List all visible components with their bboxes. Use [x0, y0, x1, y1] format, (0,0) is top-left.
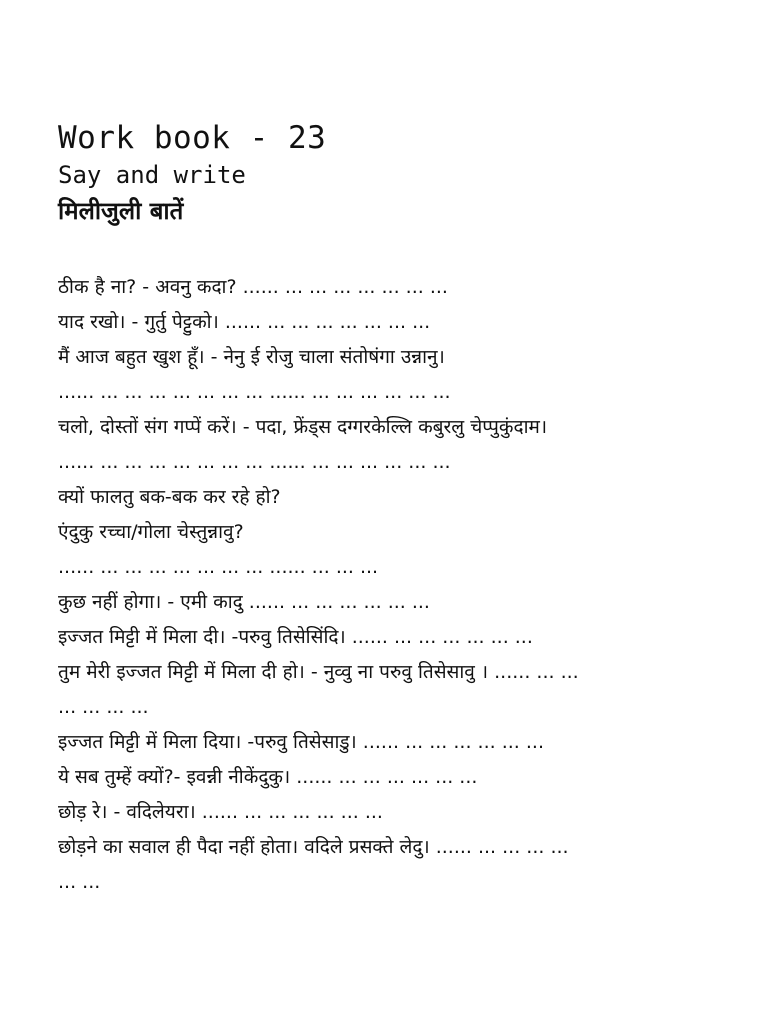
phrase-line: एंदुकु रच्चा/गोला चेस्तुन्नावु? — [58, 521, 244, 543]
workbook-page — [58, 118, 718, 900]
section-heading: मिलीजुली बातें — [58, 197, 184, 225]
phrase-line: इज्जत मिट्टी में मिला दिया। -परुवु तिसेसाडु। ...... ... ... ... ... ... ... — [58, 731, 544, 753]
blank-answer-line: ... ... — [58, 871, 101, 893]
phrase-line: क्यों फालतु बक-बक कर रहे हो? — [58, 486, 281, 508]
blank-answer-line: ...... ... ... ... ... ... ... ... ...... ... ... ... ... ... ... — [58, 381, 451, 403]
phrase-line: छोड़ने का सवाल ही पैदा नहीं होता। वदिले प्रसक्ते लेदु। ...... ... ... ... ... — [58, 836, 569, 858]
phrase-line: तुम मेरी इज्जत मिट्टी में मिला दी हो। - नुव्वु ना परुवु तिसेसावु । ...... ... ... — [58, 661, 579, 683]
blank-answer-line: ...... ... ... ... ... ... ... ... ...... ... ... ... ... ... ... — [58, 451, 451, 473]
phrase-list — [58, 270, 718, 900]
phrase-line: ये सब तुम्हें क्यों?- इवन्नी नीकेंदुकु। ...... ... ... ... ... ... ... — [58, 766, 478, 788]
phrase-line: इज्जत मिट्टी में मिला दी। -परुवु तिसेसिंदि। ...... ... ... ... ... ... ... — [58, 626, 533, 648]
blank-answer-line: ... ... ... ... — [58, 696, 149, 718]
phrase-line: ठीक है ना? - अवनु कदा? ...... ... ... ... ... ... ... ... — [58, 276, 448, 298]
phrase-line: याद रखो। - गुर्तु पेट्टुको। ...... ... ... ... ... ... ... ... — [58, 311, 431, 333]
page-title: Work book - 23 — [58, 120, 327, 156]
phrase-line: छोड़ रे। - वदिलेयरा। ...... ... ... ... ... ... ... — [58, 801, 383, 823]
phrase-line: कुछ नहीं होगा। - एमी कादु ...... ... ... ... ... ... ... — [58, 591, 430, 613]
page-subtitle: Say and write — [58, 161, 246, 189]
phrase-line: चलो, दोस्तों संग गप्पें करें। - पदा, फ्रेंड्स दग्गरकेल्लि कबुरलु चेप्पुकुंदाम। — [58, 416, 548, 438]
phrase-line: मैं आज बहुत खुश हूँ। - नेनु ई रोजु चाला संतोषंगा उन्नानु। — [58, 346, 445, 368]
blank-answer-line: ...... ... ... ... ... ... ... ... ...... ... ... ... — [58, 556, 379, 578]
